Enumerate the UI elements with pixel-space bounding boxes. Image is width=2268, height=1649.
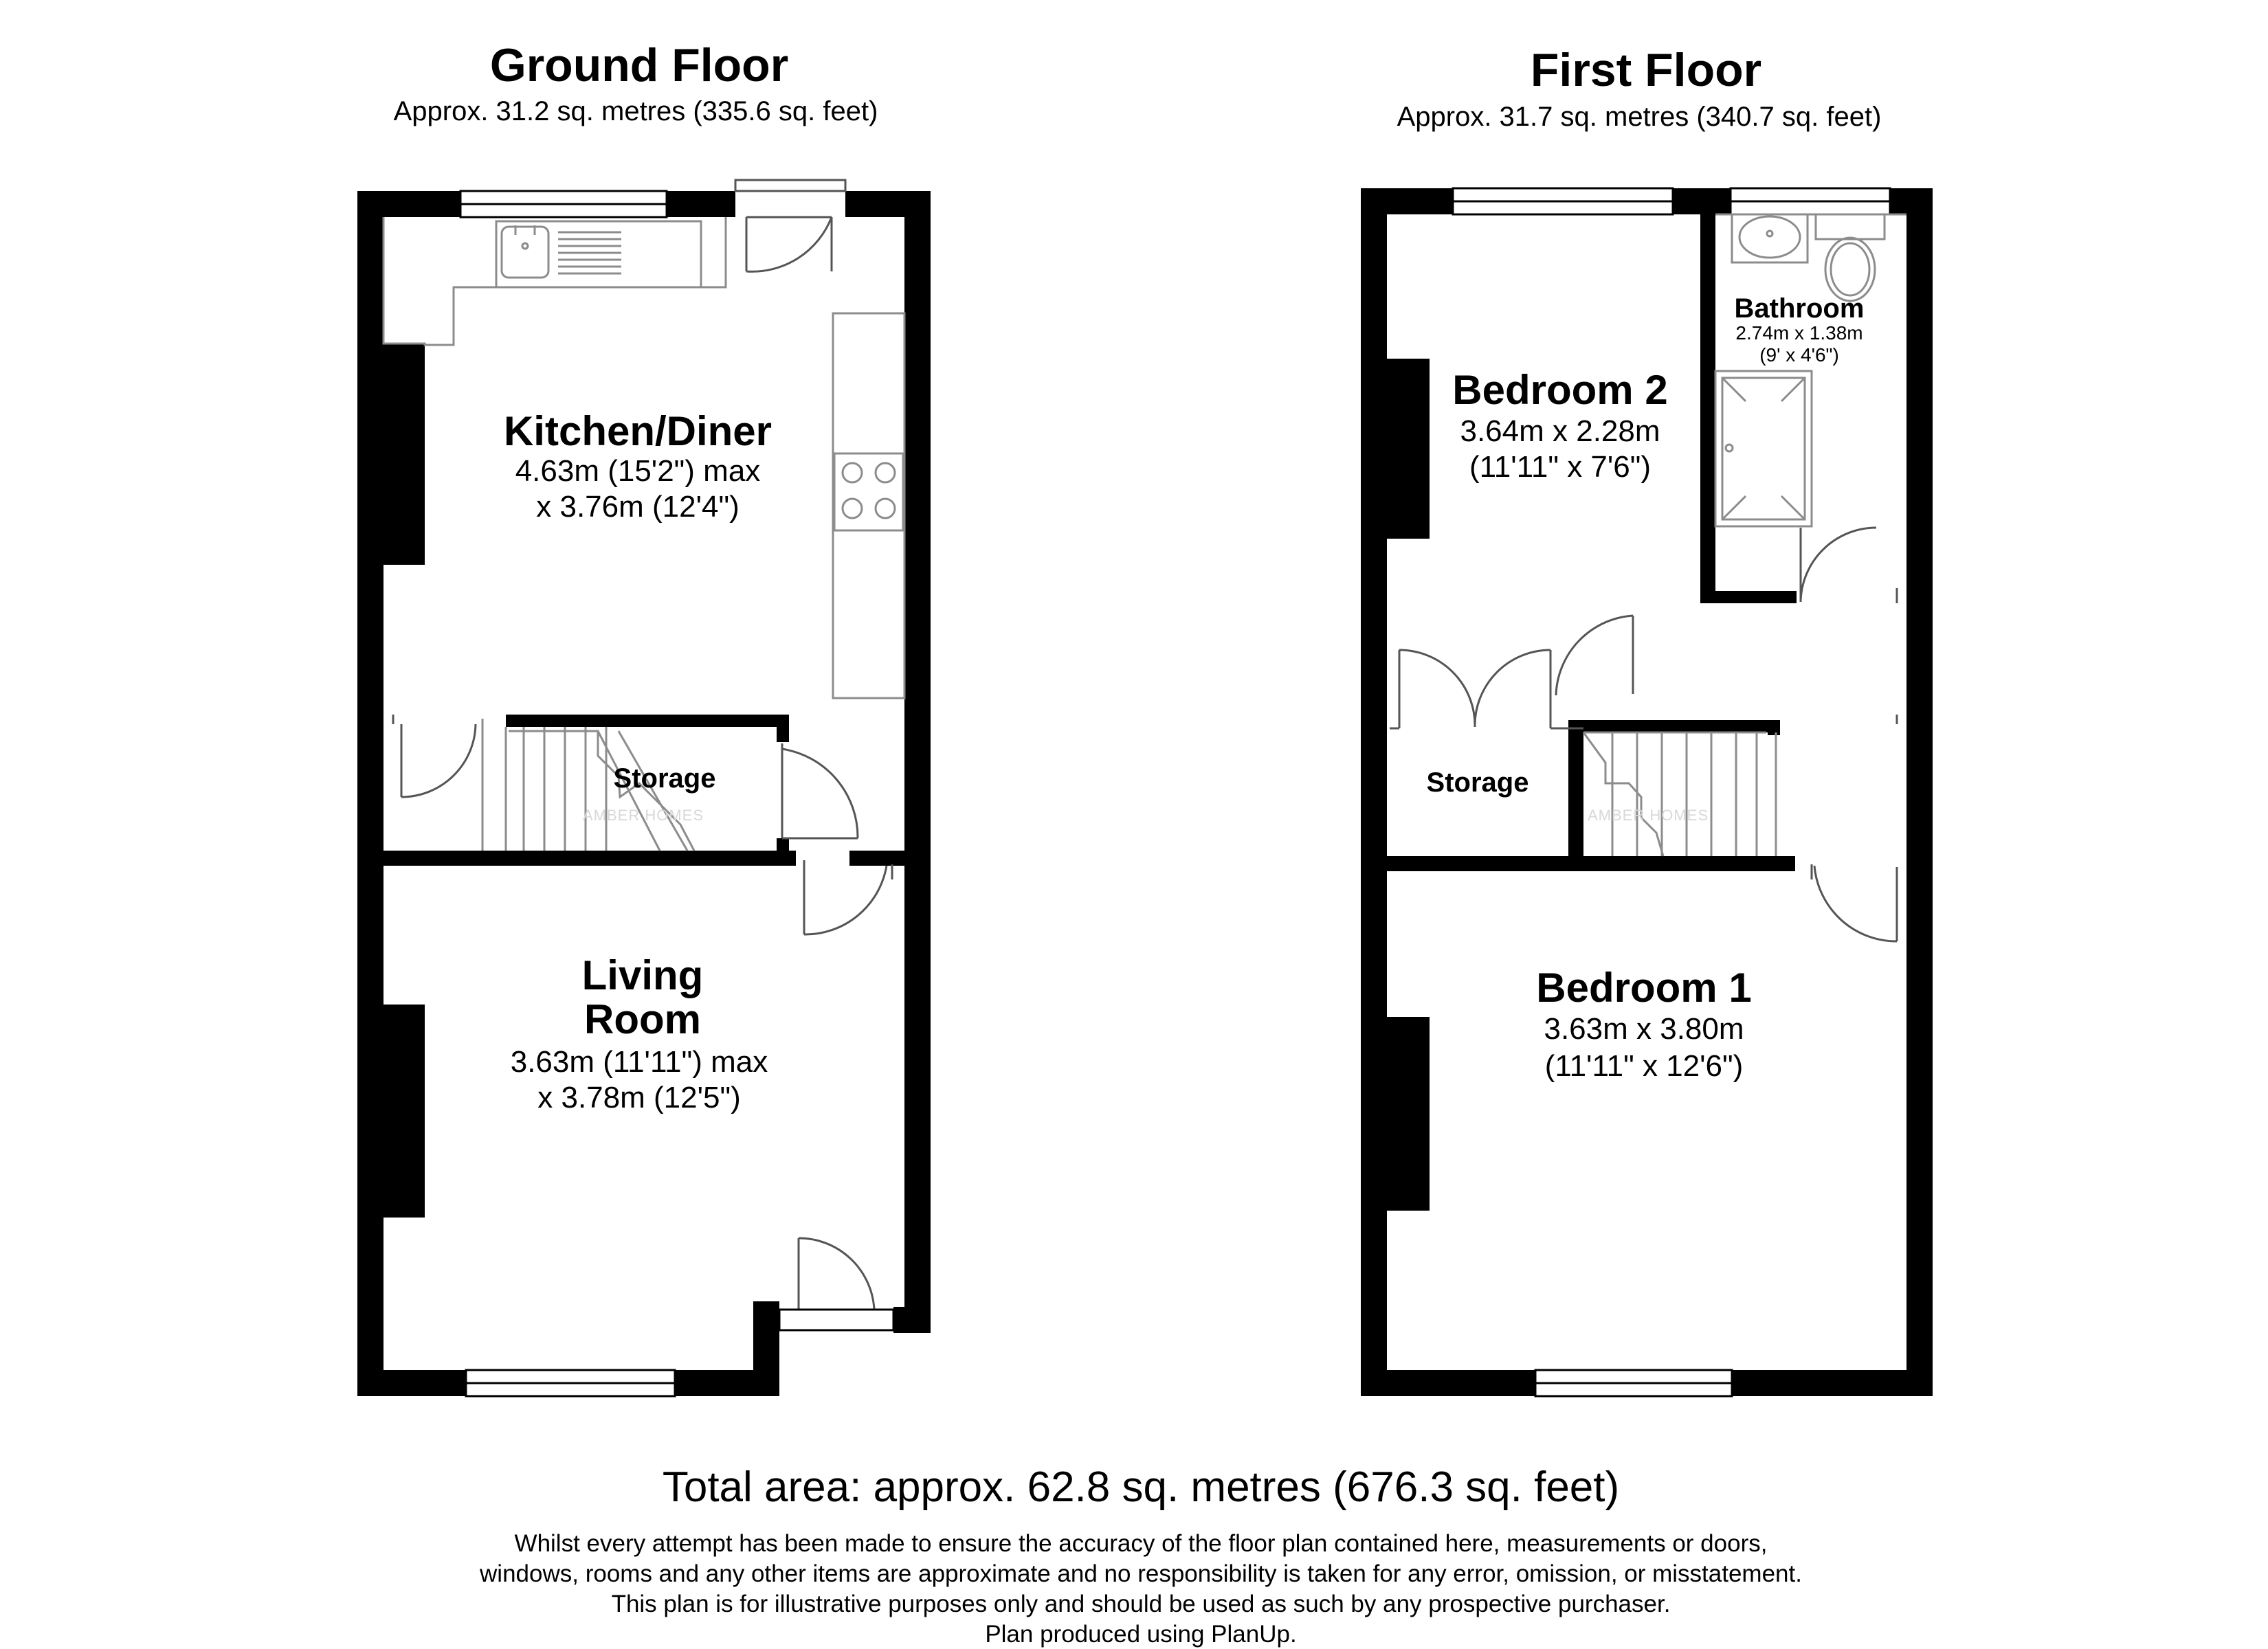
bathroom-dim1: 2.74m x 1.38m — [1735, 322, 1863, 344]
bedroom2-dim2: (11'11" x 7'6") — [1469, 450, 1652, 484]
first-floor-title: First Floor — [1530, 44, 1762, 96]
living-name1: Living — [581, 952, 704, 998]
washbasin-icon — [1732, 214, 1808, 262]
ground-floor-title: Ground Floor — [489, 39, 789, 91]
kitchen-name: Kitchen/Diner — [503, 408, 772, 454]
toilet-icon — [1816, 214, 1885, 301]
sink-icon — [496, 221, 701, 287]
storage-double-door — [1390, 650, 1583, 728]
ground-storage-name: Storage — [613, 763, 716, 794]
living-name2: Room — [584, 996, 701, 1042]
bedroom2-dim1: 3.64m x 2.28m — [1460, 414, 1660, 448]
first-watermark: AMBER HOMES — [1587, 807, 1709, 824]
disclaimer-line-4: Plan produced using PlanUp. — [985, 1621, 1297, 1648]
living-dim2: x 3.78m (12'5") — [537, 1081, 741, 1114]
bedroom1-dim1: 3.63m x 3.80m — [1544, 1012, 1744, 1046]
first-storage-name: Storage — [1426, 767, 1529, 798]
kitchen-hall-door — [393, 715, 476, 797]
disclaimer-line-2: windows, rooms and any other items are approximate and no responsibility is taken for any error, omission, or misstatement. — [480, 1560, 1802, 1587]
ground-floor-area: Approx. 31.2 sq. metres (335.6 sq. feet) — [393, 96, 878, 126]
first-floor-area: Approx. 31.7 sq. metres (340.7 sq. feet) — [1397, 102, 1882, 132]
bathroom-dim2: (9' x 4'6") — [1759, 344, 1839, 366]
hob-icon — [834, 453, 903, 530]
storage-door — [782, 743, 858, 838]
shower-icon — [1715, 371, 1812, 526]
ground-floor-windows — [460, 191, 675, 1396]
living-room-door — [804, 860, 892, 934]
disclaimer-line-1: Whilst every attempt has been made to ensure the accuracy of the floor plan contained here, measurements or doors, — [514, 1530, 1768, 1557]
living-dim1: 3.63m (11'11") max — [510, 1045, 768, 1079]
bathroom-fixtures — [1715, 214, 1906, 526]
kitchen-dim2: x 3.76m (12'4") — [536, 490, 740, 524]
kitchen-dim1: 4.63m (15'2") max — [515, 454, 761, 488]
bedroom1-name: Bedroom 1 — [1536, 965, 1752, 1011]
bedroom1-dim2: (11'11" x 12'6") — [1544, 1049, 1744, 1083]
bathroom-door — [1801, 528, 1897, 603]
bedroom1-door — [1812, 715, 1897, 941]
first-floor-plan — [1361, 188, 1933, 1396]
ground-floor-plan — [357, 180, 931, 1396]
first-floor-stairs — [1583, 732, 1776, 856]
ground-floor-doors — [393, 180, 893, 1330]
ground-floor-walls — [357, 191, 931, 1396]
front-door — [779, 1238, 893, 1330]
back-door — [735, 180, 845, 271]
disclaimer-line-3: This plan is for illustrative purposes only and should be used as such by any prospective purchaser. — [611, 1591, 1671, 1617]
ground-watermark: AMBER HOMES — [582, 807, 704, 824]
first-floor-doors — [1390, 528, 1897, 941]
total-area: Total area: approx. 62.8 sq. metres (676.3 sq. feet) — [662, 1463, 1620, 1511]
bedroom2-name: Bedroom 2 — [1452, 367, 1668, 413]
bedroom2-door — [1556, 616, 1633, 695]
bathroom-name: Bathroom — [1734, 293, 1865, 324]
